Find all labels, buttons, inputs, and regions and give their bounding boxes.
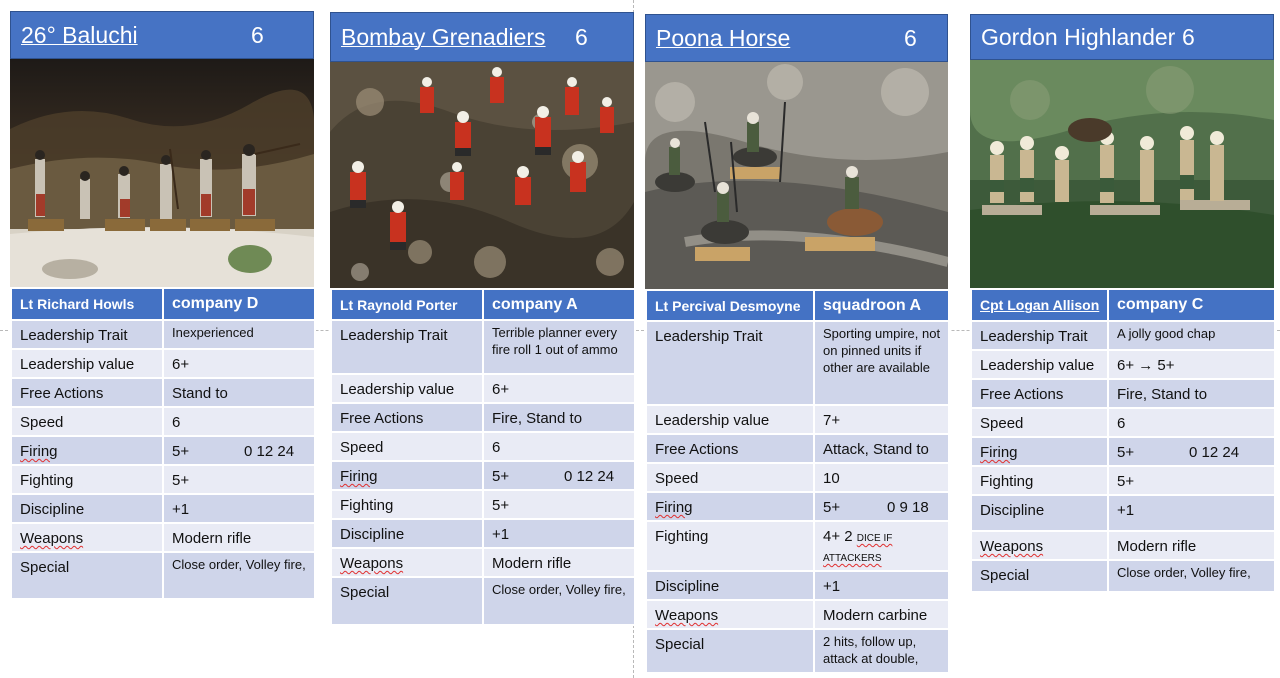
stat-label: Firing bbox=[971, 437, 1108, 466]
unit-stats-table bbox=[645, 289, 950, 674]
stat-value: 7+ bbox=[814, 405, 949, 434]
card-title-bar bbox=[330, 12, 634, 62]
stat-value: 5+ bbox=[1108, 466, 1275, 495]
stat-label: Special bbox=[331, 577, 483, 625]
card-number: 6 bbox=[1182, 23, 1195, 50]
card-title: Poona Horse bbox=[656, 24, 791, 51]
stat-value: Attack, Stand to bbox=[814, 434, 949, 463]
stat-label: Leadership Trait bbox=[11, 320, 163, 349]
leader-name: Lt Raynold Porter bbox=[331, 289, 483, 320]
stat-label: Firing bbox=[646, 492, 814, 521]
stat-value: 5+ bbox=[163, 465, 315, 494]
stat-label: Fighting bbox=[11, 465, 163, 494]
stat-label: Speed bbox=[11, 407, 163, 436]
stat-label: Special bbox=[971, 560, 1108, 592]
unit-designation: company D bbox=[163, 288, 315, 320]
leader-name: Lt Richard Howls bbox=[11, 288, 163, 320]
card-title-bar bbox=[970, 14, 1274, 60]
stat-value: Modern rifle bbox=[1108, 531, 1275, 560]
fighting-note: DICE IF ATTACKERS bbox=[823, 533, 893, 564]
stat-value: Fire, Stand to bbox=[483, 403, 635, 432]
stat-label: Weapons bbox=[971, 531, 1108, 560]
leader-name: Lt Percival Desmoyne bbox=[646, 290, 814, 321]
stat-value: Modern carbine bbox=[814, 600, 949, 629]
card-number: 6 bbox=[904, 24, 917, 51]
stat-label: Leadership value bbox=[646, 405, 814, 434]
stat-value: +1 bbox=[814, 571, 949, 600]
unit-photo bbox=[330, 62, 634, 290]
card-title: 26° Baluchi bbox=[21, 21, 138, 48]
stat-label: Speed bbox=[971, 408, 1108, 437]
stat-label: Fighting bbox=[971, 466, 1108, 495]
unit-designation: company C bbox=[1108, 289, 1275, 321]
stat-label: Leadership value bbox=[971, 350, 1108, 379]
stat-value: A jolly good chap bbox=[1108, 321, 1275, 350]
stat-value: 4+ 2 DICE IF ATTACKERS bbox=[814, 521, 949, 571]
stat-label: Free Actions bbox=[971, 379, 1108, 408]
stat-value: 2 hits, follow up, attack at double, bbox=[814, 629, 949, 673]
firing-range: 0 12 24 bbox=[564, 468, 615, 485]
stat-value: +1 bbox=[163, 494, 315, 523]
stat-label: Weapons bbox=[331, 548, 483, 577]
stat-value: 5+ 0 12 24 bbox=[163, 436, 315, 465]
stat-value: 5+ bbox=[483, 490, 635, 519]
stat-value: 5+ 0 9 18 bbox=[814, 492, 949, 521]
unit-designation: company A bbox=[483, 289, 635, 320]
stat-label: Leadership Trait bbox=[646, 321, 814, 405]
unit-photo bbox=[645, 62, 948, 289]
stat-label: Discipline bbox=[11, 494, 163, 523]
unit-photo bbox=[10, 59, 314, 287]
firing-range: 0 9 18 bbox=[887, 499, 929, 516]
stat-value: +1 bbox=[483, 519, 635, 548]
card-title-bar bbox=[10, 11, 314, 59]
stat-value: Fire, Stand to bbox=[1108, 379, 1275, 408]
stat-value: Modern rifle bbox=[163, 523, 315, 552]
stat-label: Leadership value bbox=[11, 349, 163, 378]
stat-label: Firing bbox=[11, 436, 163, 465]
stat-value: Close order, Volley fire, bbox=[483, 577, 635, 625]
stat-label: Discipline bbox=[971, 495, 1108, 531]
stat-label: Fighting bbox=[646, 521, 814, 571]
unit-stats-table bbox=[10, 287, 316, 600]
stat-value: 6 bbox=[1108, 408, 1275, 437]
stat-label: Special bbox=[646, 629, 814, 673]
stat-value: Stand to bbox=[163, 378, 315, 407]
unit-stats-table bbox=[970, 288, 1276, 593]
stat-value: 6 bbox=[483, 432, 635, 461]
stat-value: Modern rifle bbox=[483, 548, 635, 577]
leader-name: Cpt Logan Allison bbox=[971, 289, 1108, 321]
stat-label: Leadership Trait bbox=[971, 321, 1108, 350]
firing-range: 0 12 24 bbox=[1189, 444, 1240, 461]
stat-label: Weapons bbox=[646, 600, 814, 629]
card-title: Bombay Grenadiers bbox=[341, 23, 546, 50]
card-title-bar bbox=[645, 14, 948, 62]
stat-value: 6+ bbox=[163, 349, 315, 378]
stat-value: 10 bbox=[814, 463, 949, 492]
stat-label: Free Actions bbox=[646, 434, 814, 463]
stat-value: 6+ → 5+ bbox=[1108, 350, 1275, 379]
stat-label: Free Actions bbox=[11, 378, 163, 407]
stat-value: Close order, Volley fire, bbox=[1108, 560, 1275, 592]
firing-range: 0 12 24 bbox=[244, 443, 295, 460]
stat-value: 6 bbox=[163, 407, 315, 436]
stat-value: 5+ 0 12 24 bbox=[1108, 437, 1275, 466]
card-number: 6 bbox=[251, 21, 264, 48]
stat-value: Close order, Volley fire, bbox=[163, 552, 315, 599]
stat-label: Discipline bbox=[646, 571, 814, 600]
unit-designation: squadroon A bbox=[814, 290, 949, 321]
stat-value: Sporting umpire, not on pinned units if other are available bbox=[814, 321, 949, 405]
stat-label: Special bbox=[11, 552, 163, 599]
stat-label: Firing bbox=[331, 461, 483, 490]
stat-value: Inexperienced bbox=[163, 320, 315, 349]
stat-value: +1 bbox=[1108, 495, 1275, 531]
stat-label: Leadership Trait bbox=[331, 320, 483, 374]
card-number: 6 bbox=[575, 23, 588, 50]
stat-label: Fighting bbox=[331, 490, 483, 519]
stat-value: Terrible planner every fire roll 1 out of ammo bbox=[483, 320, 635, 374]
stat-value: 6+ bbox=[483, 374, 635, 403]
stat-label: Leadership value bbox=[331, 374, 483, 403]
stat-label: Free Actions bbox=[331, 403, 483, 432]
card-title: Gordon Highlander bbox=[981, 23, 1176, 50]
stat-value: 5+ 0 12 24 bbox=[483, 461, 635, 490]
stat-label: Speed bbox=[331, 432, 483, 461]
stat-label: Speed bbox=[646, 463, 814, 492]
unit-photo bbox=[970, 60, 1274, 288]
unit-stats-table bbox=[330, 288, 636, 626]
stat-label: Weapons bbox=[11, 523, 163, 552]
stat-label: Discipline bbox=[331, 519, 483, 548]
